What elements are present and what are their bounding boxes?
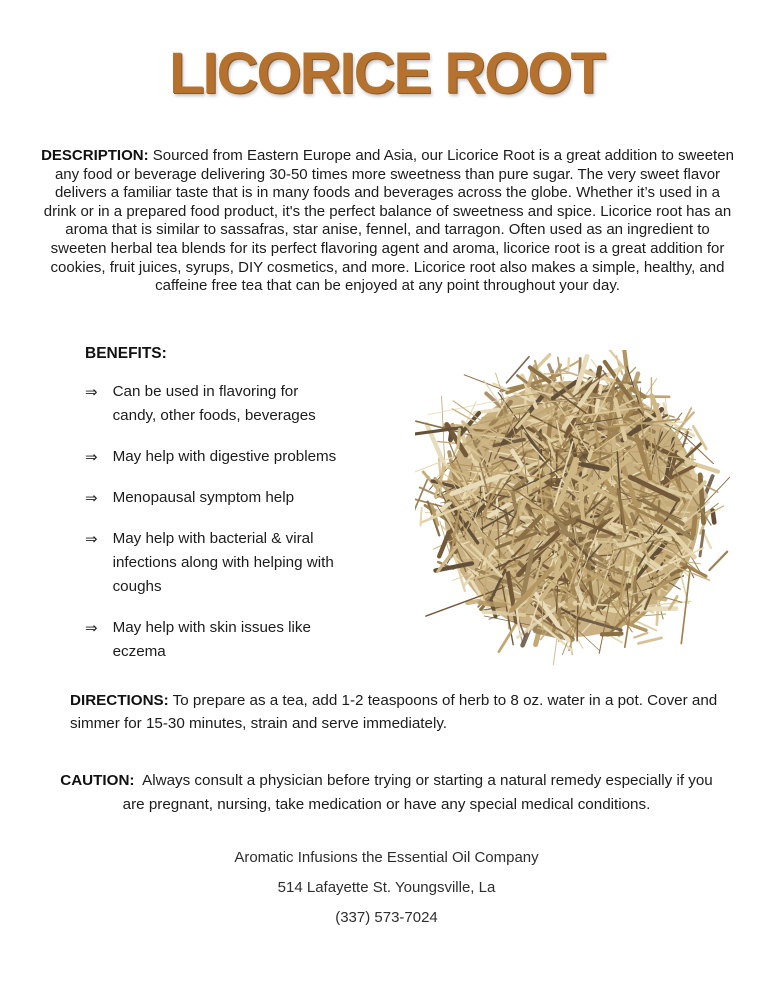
- arrow-bullet-icon: ⇒: [85, 489, 98, 507]
- footer-phone: (337) 573-7024: [335, 909, 438, 926]
- arrow-bullet-icon: ⇒: [85, 530, 98, 548]
- benefit-text: Can be used in flavoring for candy, other foods, beverages: [112, 383, 316, 424]
- caution-text: Always consult a physician before trying or starting a natural remedy especially if you are pregnant, nursing, take medication or have any special medical conditions.: [122, 772, 713, 813]
- page-title: LICORICE ROOT: [169, 41, 604, 106]
- benefits-list: [85, 380, 337, 664]
- description-text: Sourced from Eastern Europe and Asia, our Licorice Root is a great addition to sweeten any food or beverage delivering 30-50 times more sweetness than pure sugar. The very sweet flavor delivers a familiar taste that is in many foods and beverages across the globe. Whether it’s used in a drink or in a prepared food product, it's the perfect balance of sweetness and spice. Licorice root has an aroma that is similar to sassafras, star anise, fennel, and tarragon. Often used as an ingredient to sweeten herbal tea blends for its perfect flavoring agent and aroma, licorice root is a great addition for cookies, fruit juices, syrups, DIY cosmetics, and more. Licorice root also makes a simple, healthy, and caffeine free tea that can be enjoyed at any point throughout your day.: [43, 147, 734, 295]
- benefit-item: [85, 527, 337, 599]
- directions-label: DIRECTIONS:: [70, 692, 169, 709]
- benefit-text: May help with skin issues like eczema: [112, 619, 311, 660]
- benefit-text: Menopausal symptom help: [112, 489, 295, 506]
- benefit-item: [85, 616, 337, 664]
- benefit-text: May help with digestive problems: [112, 448, 337, 465]
- caution-paragraph: [55, 769, 718, 817]
- arrow-bullet-icon: ⇒: [85, 448, 98, 466]
- licorice-pile-image: [415, 350, 730, 665]
- benefits-section: [85, 345, 337, 664]
- caution-label: CAUTION:: [60, 772, 135, 789]
- footer: [0, 843, 773, 933]
- arrow-bullet-icon: ⇒: [85, 619, 98, 637]
- benefits-heading: BENEFITS:: [85, 345, 167, 362]
- description-paragraph: [40, 147, 735, 296]
- directions-paragraph: [70, 689, 731, 735]
- benefit-item: [85, 486, 337, 510]
- benefit-item: [85, 445, 337, 469]
- licorice-pile-svg: [415, 350, 730, 665]
- description-label: DESCRIPTION:: [41, 147, 149, 164]
- arrow-bullet-icon: ⇒: [85, 383, 98, 401]
- directions-text: To prepare as a tea, add 1-2 teaspoons of herb to 8 oz. water in a pot. Cover and simmer for 15-30 minutes, strain and serve immediately.: [70, 692, 718, 732]
- footer-address: 514 Lafayette St. Youngsville, La: [277, 879, 496, 896]
- benefit-text: May help with bacterial & viral infections along with helping with coughs: [112, 530, 334, 595]
- footer-company: Aromatic Infusions the Essential Oil Company: [234, 849, 539, 866]
- benefit-item: [85, 380, 337, 428]
